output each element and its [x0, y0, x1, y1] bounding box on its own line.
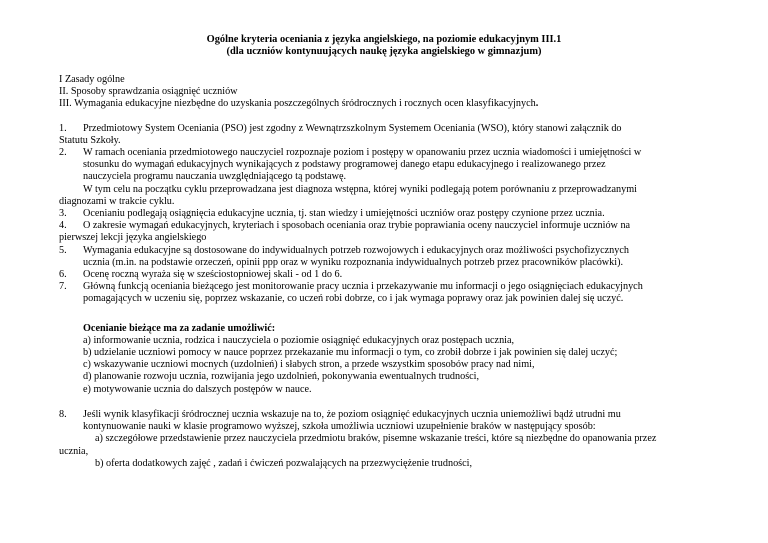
list-item-text: O zakresie wymagań edukacyjnych, kryteriach i sposobach oceniania oraz trybie poprawiania oceny nauczyciel informuje uczniów na — [83, 220, 631, 231]
toc-item: II. Sposoby sprawdzania osiągnięć uczniów — [59, 86, 238, 97]
list-item-text: pierwszej lekcji języka angielskiego — [59, 232, 207, 243]
list-item-text: Jeśli wynik klasyfikacji śródrocznej ucznia wskazuje na to, że poziom osiągnięć edukacyjnych ucznia uniemożliwi bądź utrudni mu — [83, 409, 621, 420]
list-item-text: diagnozami w trakcie cyklu. — [59, 196, 175, 207]
toc-item: III. Wymagania edukacyjne niezbędne do uzyskania poszczególnych śródrocznych i rocznych ocen klasyfikacyjnych. — [59, 98, 539, 109]
list-item-text: a) szczegółowe przedstawienie przez nauczyciela przedmiotu braków, pisemne wskazanie treści, które są niezbędne do opanowania przez — [95, 433, 657, 444]
list-item-text: Ocenę roczną wyraża się w sześciostopniowej skali - od 1 do 6. — [83, 269, 343, 280]
list-number: 3. — [59, 208, 67, 219]
list-number: 4. — [59, 220, 67, 231]
list-item-text: ucznia, — [59, 446, 89, 457]
list-item-text: b) oferta dodatkowych zajęć , zadań i ćwiczeń pozwalających na przezwyciężenie trudności, — [95, 458, 473, 469]
list-number: 5. — [59, 245, 67, 256]
list-item-text: nauczyciela programu nauczania uwzględniającego tą podstawę. — [83, 171, 347, 182]
document-title: Ogólne kryteria oceniania z języka angielskiego, na poziomie edukacyjnym III.1 — [206, 34, 562, 45]
section-heading: Ocenianie bieżące ma za zadanie umożliwić: — [83, 323, 276, 334]
list-item-text: ucznia (m.in. na podstawie orzeczeń, opinii ppp oraz w wyniku rozpoznania indywidualnych potrzeb przez pracowników placówki). — [83, 257, 624, 268]
list-item-text: Ocenianiu podlegają osiągnięcia edukacyjne ucznia, tj. stan wiedzy i umiejętności uczniów oraz postępy czynione przez ucznia. — [83, 208, 605, 219]
list-item-text: Wymagania edukacyjne są dostosowane do indywidualnych potrzeb rozwojowych i edukacyjnych oraz możliwości psychofizycznych — [83, 245, 629, 256]
list-item-text: c) wskazywanie uczniowi mocnych (uzdolnień) i słabych stron, a przede wszystkim sposobów pracy nad nimi, — [83, 359, 535, 370]
toc-item: I Zasady ogólne — [59, 74, 125, 85]
list-number: 6. — [59, 269, 67, 280]
list-item-text: Przedmiotowy System Oceniania (PSO) jest zgodny z Wewnątrzszkolnym Systemem Oceniania (WSO), który stanowi załącznik do — [83, 123, 622, 134]
list-item-text: W tym celu na początku cyklu przeprowadzana jest diagnoza wstępna, której wyniki podlegają potem porównaniu z przeprowadzanymi — [83, 184, 637, 195]
list-item-text: Główną funkcją oceniania bieżącego jest monitorowanie pracy ucznia i przekazywanie mu informacji o jego osiągnięciach edukacyjnych — [83, 281, 643, 292]
list-item-text: b) udzielanie uczniowi pomocy w nauce poprzez przekazanie mu informacji o tym, co zrobił dobrze i jak powinien się dalej uczyć; — [83, 347, 618, 358]
list-item-text: d) planowanie rozwoju ucznia, rozwijania jego uzdolnień, pokonywania ewentualnych trudności, — [83, 371, 480, 382]
list-item-text: e) motywowanie ucznia do dalszych postępów w nauce. — [83, 384, 312, 395]
list-item-text: W ramach oceniania przedmiotowego nauczyciel rozpoznaje poziom i postępy w opanowaniu przez ucznia wiadomości i umiejętności w — [83, 147, 642, 158]
list-item-text: Statutu Szkoły. — [59, 135, 121, 146]
list-item-text: pomagających w uczeniu się, poprzez wskazanie, co uczeń robi dobrze, co i jak wymaga poprawy oraz jak powinien dalej się uczyć. — [83, 293, 624, 304]
list-item-text: kontynuowanie nauki w klasie programowo wyższej, szkoła umożliwia uczniowi uzupełnienie braków w następujący sposób: — [83, 421, 596, 432]
list-number: 2. — [59, 147, 67, 158]
list-number: 1. — [59, 123, 67, 134]
list-item-text: stosunku do wymagań edukacyjnych wynikających z podstawy programowej danego etapu edukacyjnego i realizowanego przez — [83, 159, 606, 170]
list-number: 7. — [59, 281, 67, 292]
list-item-text: a) informowanie ucznia, rodzica i nauczyciela o poziomie osiągnięć edukacyjnych oraz postępach ucznia, — [83, 335, 515, 346]
document-subtitle: (dla uczniów kontynuujących naukę języka angielskiego w gimnazjum) — [226, 46, 542, 57]
list-number: 8. — [59, 409, 67, 420]
